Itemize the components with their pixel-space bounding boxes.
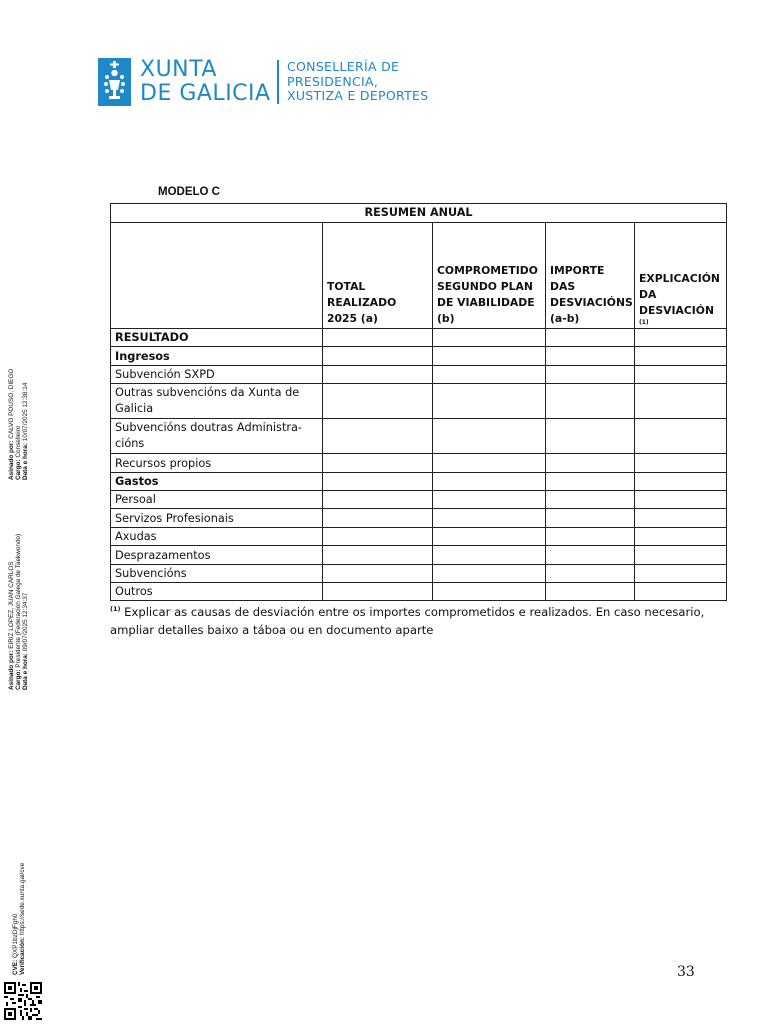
cell-total[interactable] [323,347,433,365]
sig2-label-2: Cargo: [15,669,22,690]
cell-deviation-amount[interactable] [546,546,635,564]
cell-committed[interactable] [433,472,546,490]
cell-total[interactable] [323,454,433,472]
row-label: RESULTADO [111,329,323,347]
row-label: Outros [111,582,323,600]
cell-deviation-amount[interactable] [546,347,635,365]
table-row [111,490,727,508]
verification-label: Verificación: [19,936,26,975]
header-total [323,223,433,329]
department-line3: XUSTIZA E DEPORTES [287,88,429,103]
header-concept [111,223,323,329]
cell-deviation-amount[interactable] [546,564,635,582]
row-label: Servizos Profesionais [111,509,323,527]
model-label: MODELO C [158,186,220,198]
header-deviation-line: IMPORTE [550,264,605,277]
footnote [110,600,720,639]
header-explanation-line: DA [639,288,657,301]
row-label: Desprazamentos [111,546,323,564]
cell-deviation-amount[interactable] [546,509,635,527]
cell-committed[interactable] [433,419,546,454]
sig1-label-1: Asinado por: [8,440,15,480]
cell-explanation[interactable] [635,384,727,419]
row-label: Subvencións doutras Administra-cións [111,419,323,454]
cell-total[interactable] [323,509,433,527]
cell-total[interactable] [323,329,433,347]
cve-value: QXP1bzDjFgh0 [12,913,19,960]
cell-explanation[interactable] [635,490,727,508]
table-header-row [111,223,727,329]
table-title: RESUMEN ANUAL [111,204,727,223]
header-total-line: TOTAL [327,280,366,293]
row-label: Axudas [111,527,323,545]
verification-block [12,863,26,975]
row-label: Persoal [111,490,323,508]
header-deviation-line: (a-b) [550,312,580,325]
header-explanation-footnote-mark: (1) [639,319,649,326]
cell-committed[interactable] [433,347,546,365]
table-row [111,582,727,600]
cell-committed[interactable] [433,546,546,564]
table-body [111,329,727,601]
cell-deviation-amount[interactable] [546,329,635,347]
cell-explanation[interactable] [635,527,727,545]
cell-explanation[interactable] [635,546,727,564]
row-label: Ingresos [111,347,323,365]
table-row [111,329,727,347]
cell-total[interactable] [323,527,433,545]
header-explanation-line: EXPLICACIÓN [639,272,720,285]
verification-url: https://sede.xunta.gal/cve [19,862,26,937]
header-deviation-line: DAS [550,280,576,293]
header-committed-line: DE VIABILIDADE [437,296,535,309]
department-line2: PRESIDENCIA, [287,73,379,89]
footnote-text: Explicar as causas de desviación entre os importes comprometidos e realizados. En caso necesario, ampliar detalles baixo a táboa ou en documento aparte [110,604,705,637]
sig2-value-2: Presidente (Federación Galega de Taekwondo) [15,533,22,670]
cell-committed[interactable] [433,454,546,472]
row-label: Gastos [111,472,323,490]
cell-deviation-amount[interactable] [546,527,635,545]
cell-committed[interactable] [433,564,546,582]
sig2-value-3: 09/07/2025 12:34:37 [22,592,29,654]
table-row [111,509,727,527]
org-name-line1: XUNTA [140,57,217,82]
cell-explanation[interactable] [635,365,727,383]
cell-total[interactable] [323,419,433,454]
cell-deviation-amount[interactable] [546,419,635,454]
signature-block-1 [8,369,29,480]
logo-divider [277,60,279,104]
annual-summary-table [110,203,727,601]
org-name-line2: DE GALICIA [140,81,271,106]
cve-label: CVE: [12,959,19,975]
cell-committed[interactable] [433,384,546,419]
header-explanation-line: DESVIACIÓN [639,304,714,317]
galicia-shield-icon [98,58,131,106]
cell-deviation-amount[interactable] [546,454,635,472]
cell-explanation[interactable] [635,454,727,472]
table-row [111,454,727,472]
cell-total[interactable] [323,564,433,582]
department-name [287,60,428,104]
table-row [111,365,727,383]
cell-explanation[interactable] [635,509,727,527]
xunta-logo [98,58,438,108]
cell-deviation-amount[interactable] [546,490,635,508]
table-row [111,419,727,454]
table-row [111,347,727,365]
cell-explanation[interactable] [635,564,727,582]
department-line1: CONSELLERÍA DE [287,59,400,74]
row-label: Subvención SXPD [111,365,323,383]
signature-block-2 [8,534,29,690]
cell-deviation-amount[interactable] [546,365,635,383]
cell-deviation-amount[interactable] [546,384,635,419]
cell-total[interactable] [323,582,433,600]
page-number: 33 [677,964,695,980]
header-committed-line: (b) [437,312,455,325]
header-deviation-line: DESVIACIÓNS [550,296,633,309]
sig2-value-1: EIRIZ LOPEZ, JUAN CARLOS [8,561,15,651]
header-total-line: REALIZADO [327,296,397,309]
sig2-label-3: Data e hora: [22,653,29,690]
table-row [111,527,727,545]
sig1-value-2: Conselleiro [15,425,22,460]
sig2-label-1: Asinado por: [8,650,15,690]
cell-deviation-amount[interactable] [546,582,635,600]
cell-committed[interactable] [433,365,546,383]
row-label: Outras subvencións da Xunta de Galicia [111,384,323,419]
qr-code-icon [4,982,42,1020]
cell-total[interactable] [323,546,433,564]
row-label: Recursos propios [111,454,323,472]
cell-committed[interactable] [433,490,546,508]
cell-committed[interactable] [433,509,546,527]
header-committed [433,223,546,329]
cell-total[interactable] [323,365,433,383]
cell-total[interactable] [323,490,433,508]
org-name [140,58,271,106]
row-label: Subvencións [111,564,323,582]
cell-committed[interactable] [433,527,546,545]
header-explanation [635,223,727,329]
cell-explanation[interactable] [635,329,727,347]
cell-explanation[interactable] [635,472,727,490]
header-committed-line: SEGUNDO PLAN [437,280,533,293]
table-row [111,384,727,419]
header-committed-line: COMPROMETIDO [437,264,538,277]
header-deviation-amount [546,223,635,329]
cell-total[interactable] [323,472,433,490]
sig1-label-2: Cargo: [15,459,22,480]
cell-explanation[interactable] [635,419,727,454]
cell-explanation[interactable] [635,582,727,600]
sig1-value-3: 10/07/2025 12:38:14 [22,382,29,444]
table-row [111,472,727,490]
cell-committed[interactable] [433,582,546,600]
table-row [111,546,727,564]
cell-total[interactable] [323,384,433,419]
table-row [111,564,727,582]
cell-explanation[interactable] [635,347,727,365]
table-title-row [111,204,727,223]
cell-committed[interactable] [433,329,546,347]
footnote-marker: (1) [110,605,121,613]
cell-deviation-amount[interactable] [546,472,635,490]
sig1-label-3: Data e hora: [22,443,29,480]
header-total-line: 2025 (a) [327,312,378,325]
sig1-value-1: CALVO POUSO, DIEGO [8,368,15,441]
